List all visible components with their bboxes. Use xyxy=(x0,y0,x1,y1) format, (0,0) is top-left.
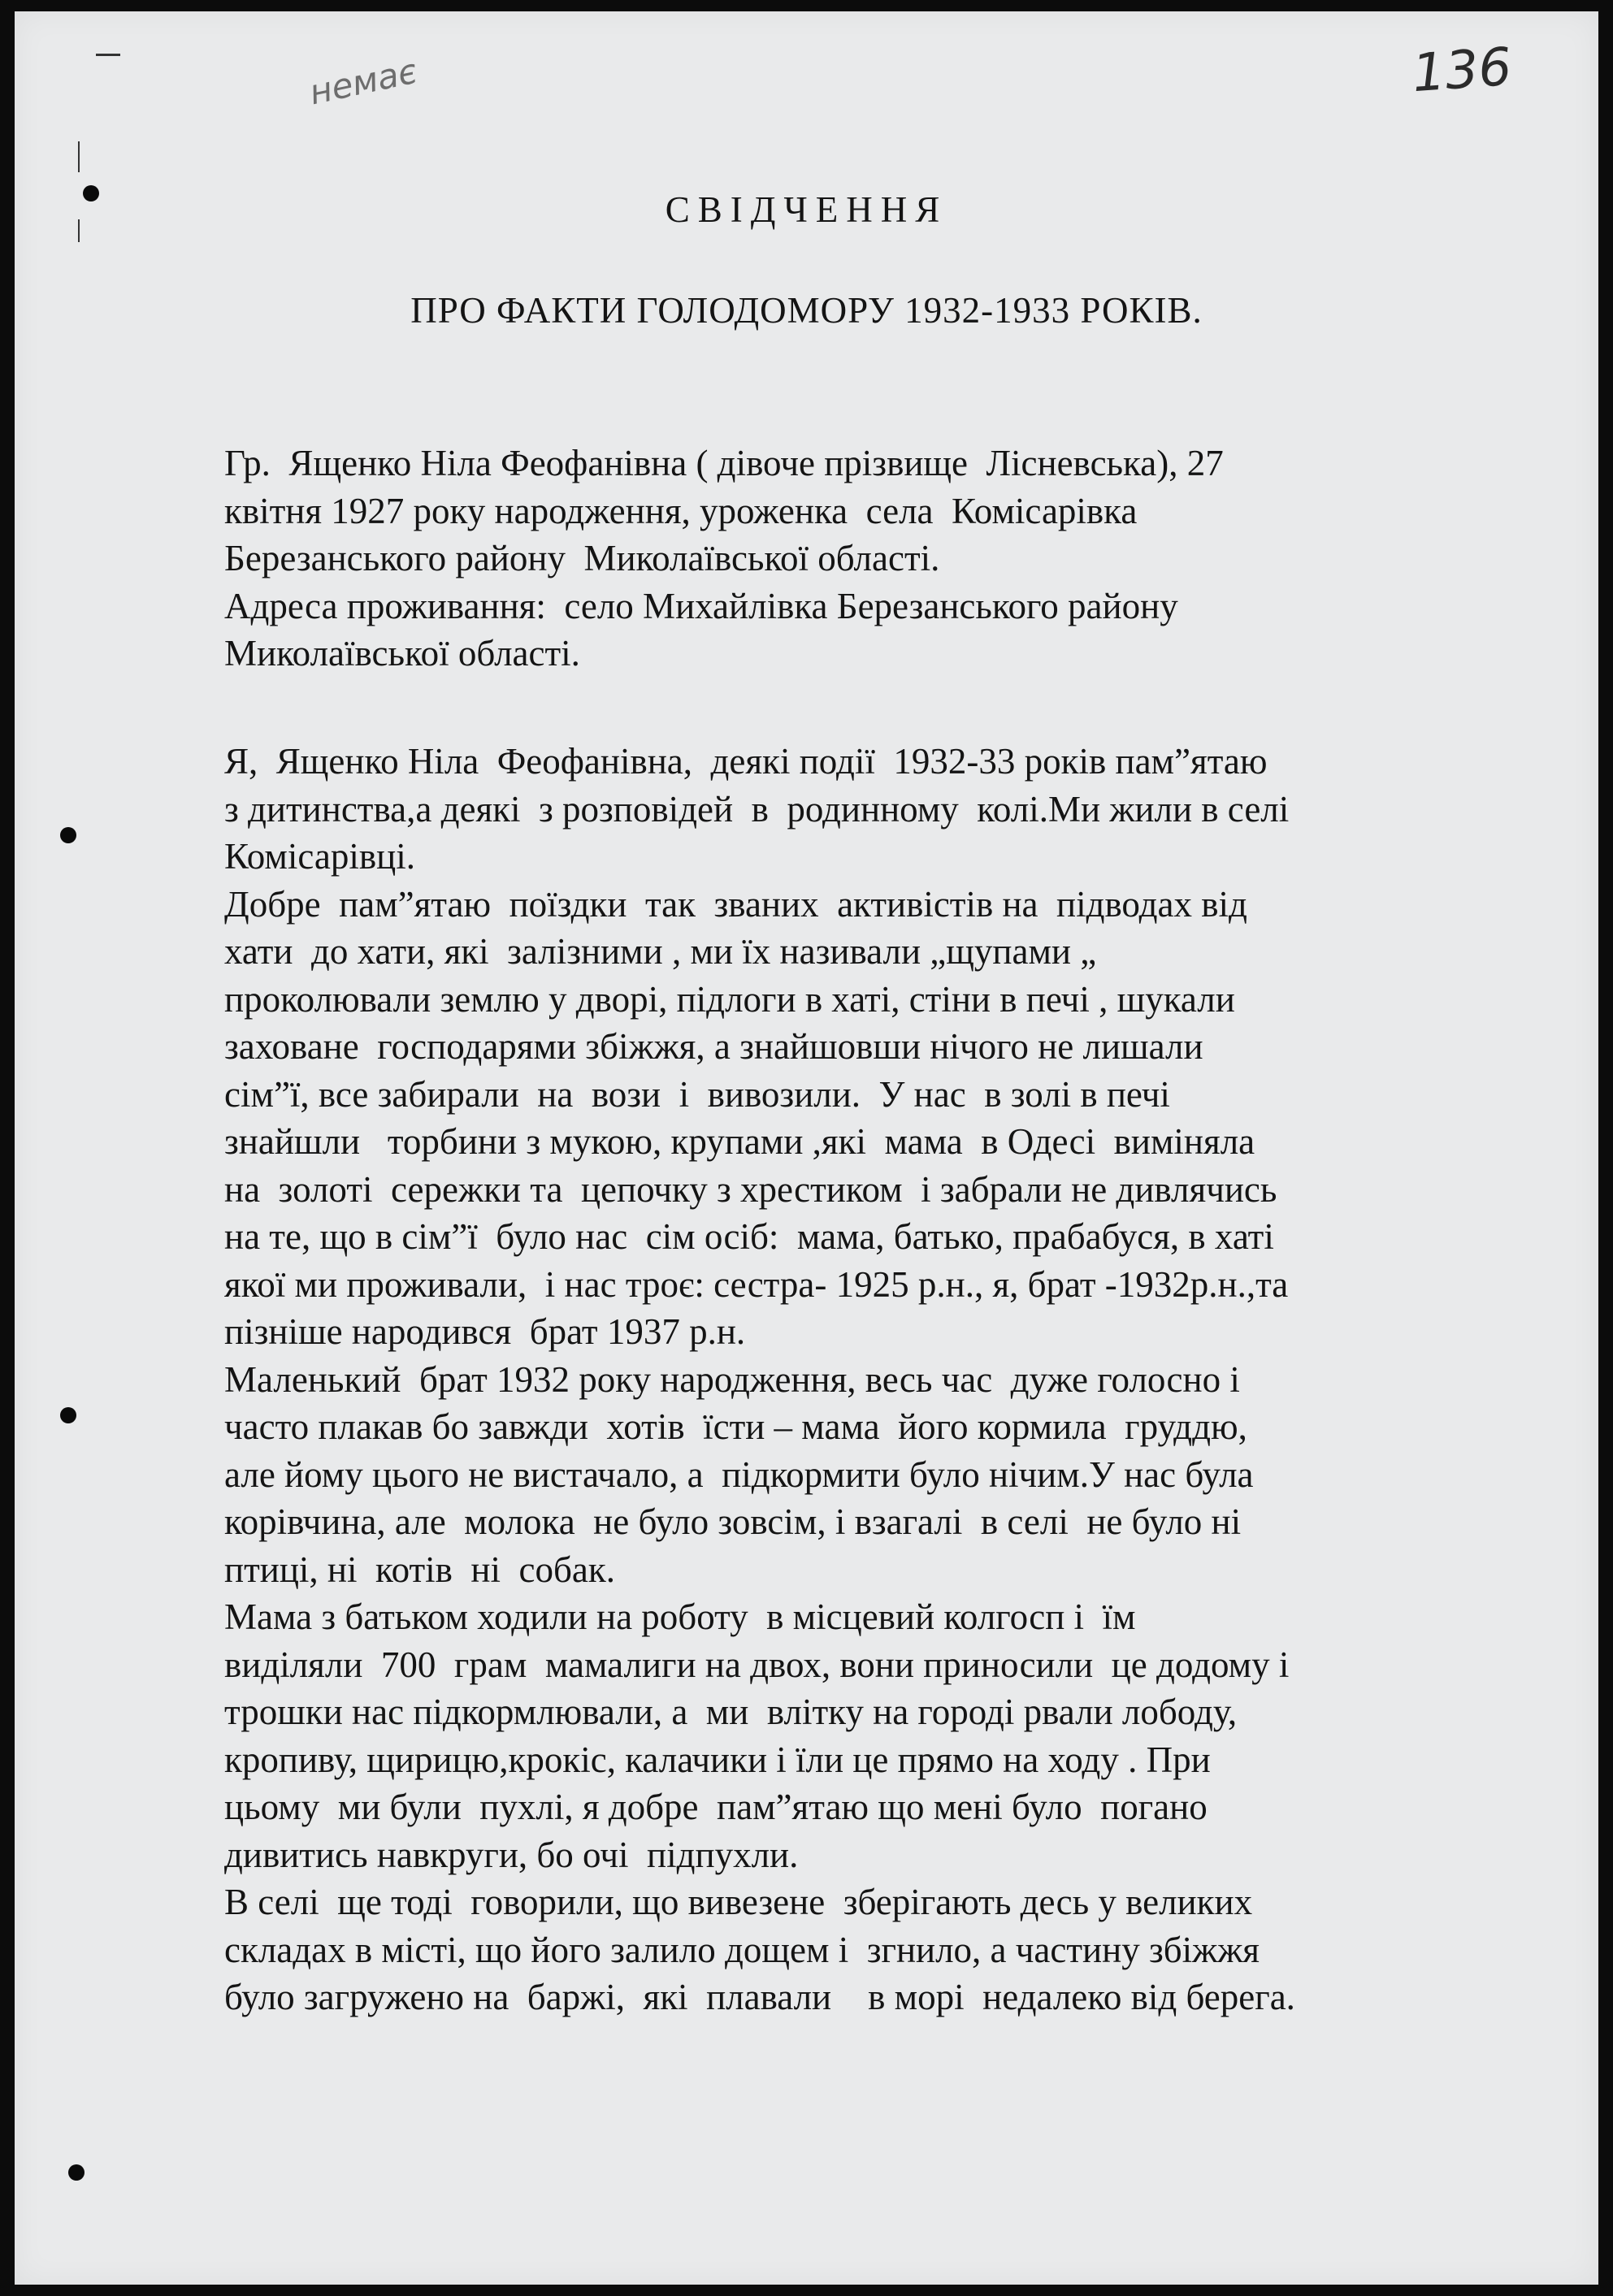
testimony-line: було загружено на баржі, які плавали в морі недалеко від берега. xyxy=(224,1977,1295,2017)
testimony-line: хати до хати, які залізними , ми їх називали „щупами „ xyxy=(224,931,1097,972)
testimony-line: заховане господарями збіжжя, а знайшовши нічого не лишали xyxy=(224,1026,1203,1067)
margin-mark-vertical-1 xyxy=(78,141,80,172)
testimony-line: складах в місті, що його залило дощем і згнило, а частину збіжжя xyxy=(224,1929,1260,1970)
testimony-line: якої ми проживали, і нас троє: сестра- 1925 р.н., я, брат -1932р.н.,та xyxy=(224,1263,1289,1305)
punch-hole-lower-middle xyxy=(60,1407,76,1423)
testimony-line: виділяли 700 грам мамалиги на двох, вони приносили це додому і xyxy=(224,1644,1290,1685)
personal-info-line: Миколаївської області. xyxy=(224,633,580,674)
testimony-line: кропиву, щирицю,крокіс, калачики і їли це прямо на ходу . При xyxy=(224,1739,1211,1780)
testimony-line: але йому цього не вистачало, а підкормити було нічим.У нас була xyxy=(224,1453,1254,1495)
document-page xyxy=(15,11,1598,2285)
punch-hole-bottom xyxy=(68,2164,85,2181)
page-number: 136 xyxy=(1410,37,1514,105)
testimony-line: Мама з батьком ходили на роботу в місцевий колгосп і їм xyxy=(224,1596,1136,1637)
personal-info-line: Гр. Ященко Ніла Феофанівна ( дівоче прізвище Лісневська), 27 xyxy=(224,443,1224,483)
testimony-line: знайшли торбини з мукою, крупами ,які мама в Одесі виміняла xyxy=(224,1121,1255,1162)
testimony-line: Комісарівці. xyxy=(224,836,415,877)
testimony-line: на те, що в сім”ї було нас сім осіб: мама, батько, прабабуся, в хаті xyxy=(224,1216,1274,1257)
testimony-block xyxy=(224,738,1565,2021)
punch-hole-upper-middle xyxy=(60,827,76,843)
testimony-line: дивитись навкруги, бо очі підпухли. xyxy=(224,1834,799,1875)
testimony-line: часто плакав бо завжди хотів їсти – мама його кормила груддю, xyxy=(224,1406,1247,1447)
testimony-line: на золоті сережки та цепочку з хрестиком і забрали не дивлячись xyxy=(224,1168,1277,1210)
document-title: СВІДЧЕННЯ xyxy=(665,189,948,230)
document-subtitle: ПРО ФАКТИ ГОЛОДОМОРУ 1932-1933 РОКІВ. xyxy=(410,290,1203,331)
testimony-line: трошки нас підкормлювали, а ми влітку на городі рвали лободу, xyxy=(224,1692,1238,1732)
testimony-line: пізніше народився брат 1937 р.н. xyxy=(224,1311,746,1352)
personal-info-line: Березанського району Миколаївської області. xyxy=(224,538,940,578)
personal-info-line: Адреса проживання: село Михайлівка Березанського району xyxy=(224,585,1178,626)
testimony-line: цьому ми були пухлі, я добре пам”ятаю що мені було погано xyxy=(224,1787,1208,1827)
testimony-line: сім”ї, все забирали на вози і вивозили. У нас в золі в печі xyxy=(224,1073,1170,1115)
testimony-line: проколювали землю у дворі, підлоги в хаті, стіни в печі , шукали xyxy=(224,978,1235,1020)
testimony-line: В селі ще тоді говорили, що вивезене зберігають десь у великих xyxy=(224,1882,1253,1922)
testimony-line: Маленький брат 1932 року народження, весь час дуже голосно і xyxy=(224,1358,1240,1400)
testimony-line: Я, Ященко Ніла Феофанівна, деякі події 1932-33 років пам”ятаю xyxy=(224,741,1268,782)
testimony-line: птиці, ні котів ні собак. xyxy=(224,1549,615,1590)
handwritten-note: немає xyxy=(306,50,421,113)
testimony-line: корівчина, але молока не було зовсім, і взагалі в селі не було ні xyxy=(224,1501,1242,1542)
margin-mark-top xyxy=(96,54,120,56)
personal-info-line: квітня 1927 року народження, уроженка села Комісарівка xyxy=(224,490,1138,531)
personal-info-block xyxy=(224,440,1565,678)
testimony-line: з дитинства,а деякі з розповідей в родинному колі.Ми жили в селі xyxy=(224,788,1290,830)
testimony-line: Добре пам”ятаю поїздки так званих активістів на підводах від xyxy=(224,883,1247,925)
